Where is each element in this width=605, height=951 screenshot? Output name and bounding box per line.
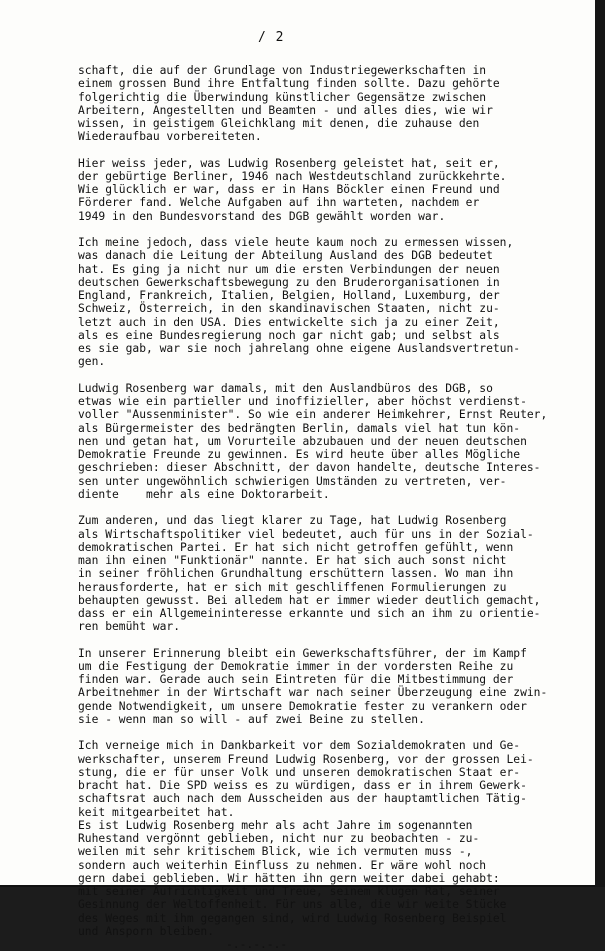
text-line: einem grossen Bund ihre Entfaltung finden sollte. Dazu gehörte xyxy=(78,77,500,91)
text-line: sen unter ungewöhnlich schwierigen Umständen zu vertreten, ver- xyxy=(78,474,507,488)
text-line: als es eine Bundesregierung noch gar nicht gab; und selbst als xyxy=(78,328,500,342)
text-line: diente mehr als eine Doktorarbeit. xyxy=(78,487,330,501)
text-line: voller "Aussenminister". So wie ein anderer Heimkehrer, Ernst Reuter, xyxy=(78,408,548,422)
text-line: ren bemüht war. xyxy=(78,620,181,634)
text-line: mit seiner Aufrichtigkeit und Treue, seinem klugen Rat, seiner xyxy=(78,885,500,899)
text-line: des Weges mit ihm gegangen sind, wird Ludwig Rosenberg Beispiel xyxy=(78,911,507,925)
text-line: folgerichtig die Überwindung künstlicher Gegensätze zwischen xyxy=(78,90,487,104)
text-line: Ruhestand vergönnt geblieben, nicht nur zu beobachten - zu- xyxy=(78,832,480,846)
scan-edge xyxy=(595,0,605,887)
text-line: wissen, in geistigem Gleichklang mit denen, die zuhause den xyxy=(78,117,480,130)
text-line: Zum anderen, und das liegt klarer zu Tage, hat Ludwig Rosenberg xyxy=(78,514,507,528)
paragraph-7 xyxy=(78,739,534,819)
page-number: / 2 xyxy=(258,30,285,45)
text-line: finden war. Gerade auch sein Eintreten für die Mitbestimmung der xyxy=(78,673,514,687)
text-line: Demokratie Freunde zu gewinnen. Es wird heute über alles Mögliche xyxy=(78,448,521,462)
text-line: man ihn einen "Funktionär" nannte. Er hat sich auch sonst nicht xyxy=(78,554,507,567)
text-line: Wie glücklich er war, dass er in Hans Böckler einen Freund und xyxy=(78,183,500,197)
text-line: England, Frankreich, Italien, Belgien, Holland, Luxemburg, der xyxy=(78,289,500,303)
text-line: geschrieben: dieser Abschnitt, der davon handelte, deutsche Interes- xyxy=(78,461,541,475)
text-line: Gesinnung der Weltoffenheit. Für uns alle, die wir weite Stücke xyxy=(78,898,507,912)
text-line: deutschen Gewerkschaftsbewegung zu den Bruderorganisationen in xyxy=(78,275,500,289)
text-line: Arbeitnehmer in der Wirtschaft war nach seiner Überzeugung eine zwin- xyxy=(78,686,548,700)
text-line: bracht hat. Die SPD weiss es zu würdigen, dass er in ihrem Gewerk- xyxy=(78,779,527,793)
text-line: etwas wie ein partieller und inoffizieller, aber höchst verdienst- xyxy=(78,395,527,409)
text-line: letzt auch in den USA. Dies entwickelte sich ja zu einer Zeit, xyxy=(78,315,500,329)
text-line: Förderer fand. Welche Aufgaben auf ihn warteten, nachdem er xyxy=(78,196,480,210)
text-line: dass er ein Allgemeininteresse erkannte und sich an ihm zu orientie- xyxy=(78,607,541,620)
text-line: es sie gab, war sie noch jahrelang ohne eigene Auslandsvertretun- xyxy=(78,342,521,356)
paragraph-5 xyxy=(78,514,541,634)
text-line: um die Festigung der Demokratie immer in der vordersten Reihe zu xyxy=(78,659,514,673)
paragraph-3 xyxy=(78,236,521,369)
text-line: Wiederaufbau vorbereiteten. xyxy=(78,130,262,144)
paragraph-8 xyxy=(78,819,508,938)
text-line: Ich meine jedoch, dass viele heute kaum noch zu ermessen wissen, xyxy=(78,236,514,250)
text-line: demokratischen Partei. Er hat sich nicht getroffen gefühlt, wenn xyxy=(78,540,514,554)
text-line: In unserer Erinnerung bleibt ein Gewerkschaftsführer, der im Kampf xyxy=(78,646,527,660)
text-line: Arbeitern, Angestellten und Beamten - und alles dies, wie wir xyxy=(78,103,493,117)
text-line: hat. Es ging ja nicht nur um die ersten Verbindungen der neuen xyxy=(78,262,500,276)
paragraph-4 xyxy=(78,381,548,501)
ending-mark: -.-.-.-.- xyxy=(226,938,288,951)
text-line: Ludwig Rosenberg war damals, mit den Auslandbüros des DGB, so xyxy=(78,381,493,395)
paragraph-6 xyxy=(78,646,548,727)
text-line: Ich verneige mich in Dankbarkeit vor dem Sozialdemokraten und Ge- xyxy=(78,739,521,753)
text-line: in seiner fröhlichen Grundhaltung erschüttern lassen. Wo man ihn xyxy=(78,567,514,581)
text-line: weilen mit sehr kritischem Blick, wie ich vermuten muss -, xyxy=(78,845,473,859)
text-line: als Bürgermeister des bedrängten Berlin, damals viel hat tun kön- xyxy=(78,421,521,435)
text-line: stung, die er für unser Volk und unseren demokratischen Staat er- xyxy=(78,765,521,779)
text-line: schaftsrat auch nach dem Ausscheiden aus der hauptamtlichen Tätig- xyxy=(78,792,527,806)
text-line: keit mitgearbeitet hat. xyxy=(78,805,235,819)
text-line: gen. xyxy=(78,355,106,369)
text-line: nen und getan hat, um Vorurteile abzubauen und der neuen deutschen xyxy=(78,434,527,448)
text-line: schaft, die auf der Grundlage von Industriegewerkschaften in xyxy=(78,64,487,77)
text-line: gern dabei geblieben. Wir hätten ihn gern weiter dabei gehabt: xyxy=(78,871,500,885)
text-line: was danach die Leitung der Abteilung Ausland des DGB bedeutet xyxy=(78,249,493,263)
text-line: der gebürtige Berliner, 1946 nach Westdeutschland zurückkehrte. xyxy=(78,169,507,183)
text-line: als Wirtschaftspolitiker viel bedeutet, auch für uns in der Sozial- xyxy=(78,527,534,541)
text-line: Schweiz, Österreich, in den skandinavischen Staaten, nicht zu- xyxy=(78,302,500,316)
paragraph-2 xyxy=(78,157,508,223)
text-line: werkschafter, unserem Freund Ludwig Rosenberg, vor der grossen Lei- xyxy=(78,752,534,766)
text-line: Hier weiss jeder, was Ludwig Rosenberg geleistet hat, seit er, xyxy=(78,156,500,170)
text-line: 1949 in den Bundesvorstand des DGB gewählt worden war. xyxy=(78,209,446,223)
text-line: herausforderte, hat er sich mit geschliffenen Formulierungen zu xyxy=(78,580,507,594)
paragraph-1 xyxy=(78,64,508,144)
document-body xyxy=(78,64,548,951)
text-line: sie - wenn man so will - auf zwei Beine zu stellen. xyxy=(78,712,425,726)
text-line: Es ist Ludwig Rosenberg mehr als acht Jahre im sogenannten xyxy=(78,818,473,832)
text-line: behaupten gewusst. Bei alledem hat er immer wieder deutlich gemacht, xyxy=(78,593,541,607)
text-line: gende Notwendigkeit, um unsere Demokratie fester zu verankern oder xyxy=(78,699,527,713)
text-line: sondern auch weiterhin Einfluss zu nehmen. Er wäre wohl noch xyxy=(78,858,487,872)
text-line: und Ansporn bleiben. xyxy=(78,924,215,938)
